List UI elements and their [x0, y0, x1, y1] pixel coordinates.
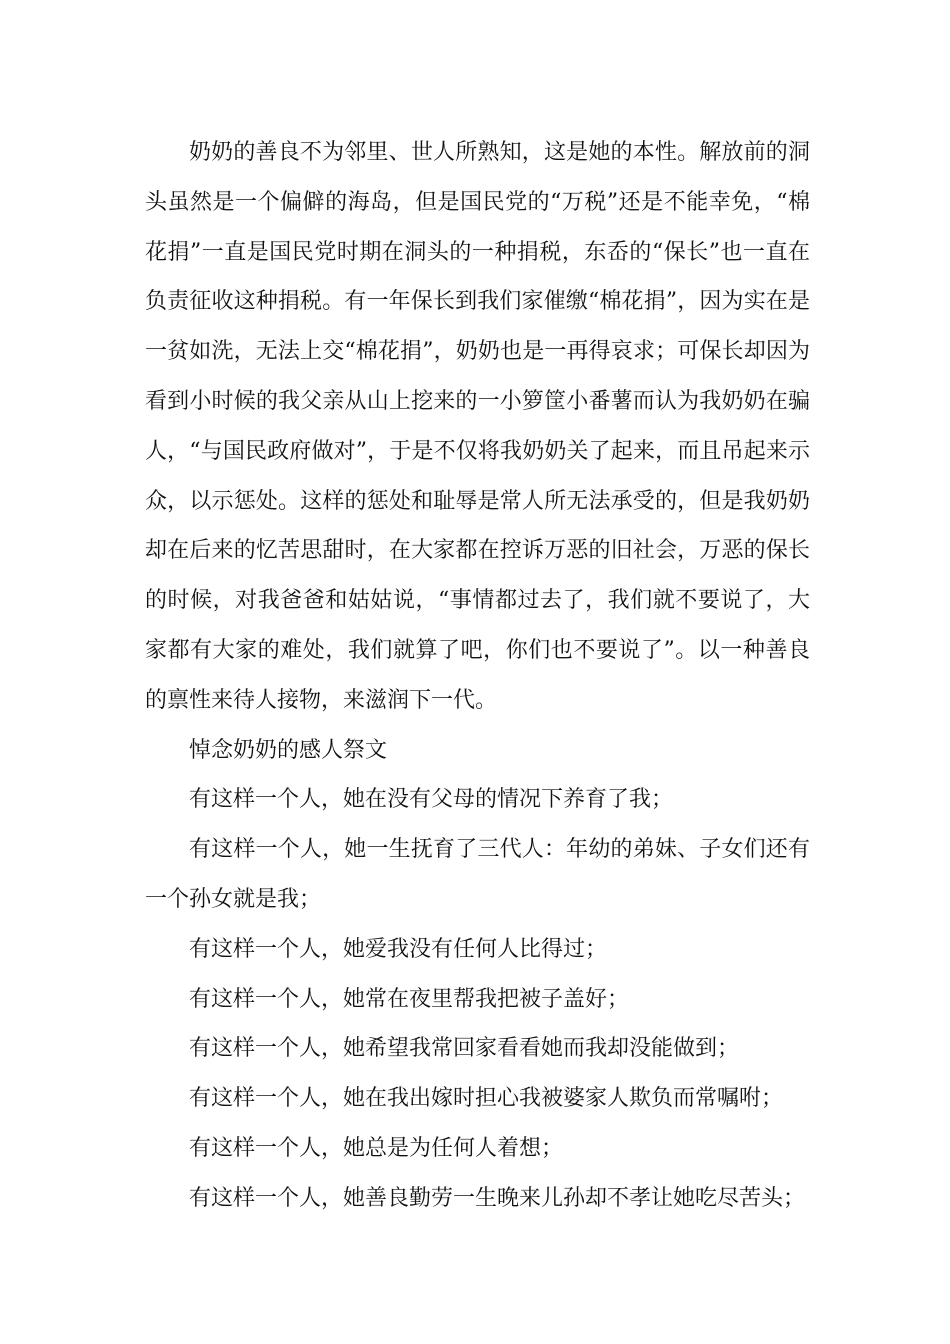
paragraph-title-memorial: 悼念奶奶的感人祭文 — [189, 737, 388, 763]
paragraph-line-5: 有这样一个人，她希望我常回家看看她而我却没能做到； — [189, 1036, 740, 1062]
paragraph-line-4: 有这样一个人，她常在夜里帮我把被子盖好； — [189, 986, 630, 1012]
paragraph-line-3: 有这样一个人，她爱我没有任何人比得过； — [189, 936, 608, 962]
paragraph-line-6: 有这样一个人，她在我出嫁时担心我被婆家人欺负而常嘱咐； — [189, 1086, 784, 1112]
document-body — [145, 128, 810, 1224]
paragraph-line-2: 有这样一个人，她一生抚育了三代人：年幼的弟妹、子女们还有一个孙女就是我； — [145, 837, 810, 912]
paragraph-line-8: 有这样一个人，她善良勤劳一生晚来儿孙却不孝让她吃尽苦头； — [189, 1185, 806, 1211]
paragraph-line-1: 有这样一个人，她在没有父母的情况下养育了我； — [189, 787, 674, 813]
paragraph-grandma-kindness: 奶奶的善良不为邻里、世人所熟知，这是她的本性。解放前的洞头虽然是一个偏僻的海岛，但是国民党的“万税”还是不能幸免，“棉花捐”一直是国民党时期在洞头的一种捐税，东岙的“保长”也一直在负责征收这种捐税。有一年保长到我们家催缴“棉花捐”，因为实在是一贫如洗，无法上交“棉花捐”，奶奶也是一再得哀求；可保长却因为看到小时候的我父亲从山上挖来的一小箩筐小番薯而认为我奶奶在骗人，“与国民政府做对”，于是不仅将我奶奶关了起来，而且吊起来示众，以示惩处。这样的惩处和耻辱是常人所无法承受的，但是我奶奶却在后来的忆苦思甜时，在大家都在控诉万恶的旧社会，万恶的保长的时候，对我爸爸和姑姑说，“事情都过去了，我们就不要说了，大家都有大家的难处，我们就算了吧，你们也不要说了”。以一种善良的禀性来待人接物，来滋润下一代。 — [145, 140, 810, 713]
paragraph-line-7: 有这样一个人，她总是为任何人着想； — [189, 1135, 564, 1161]
